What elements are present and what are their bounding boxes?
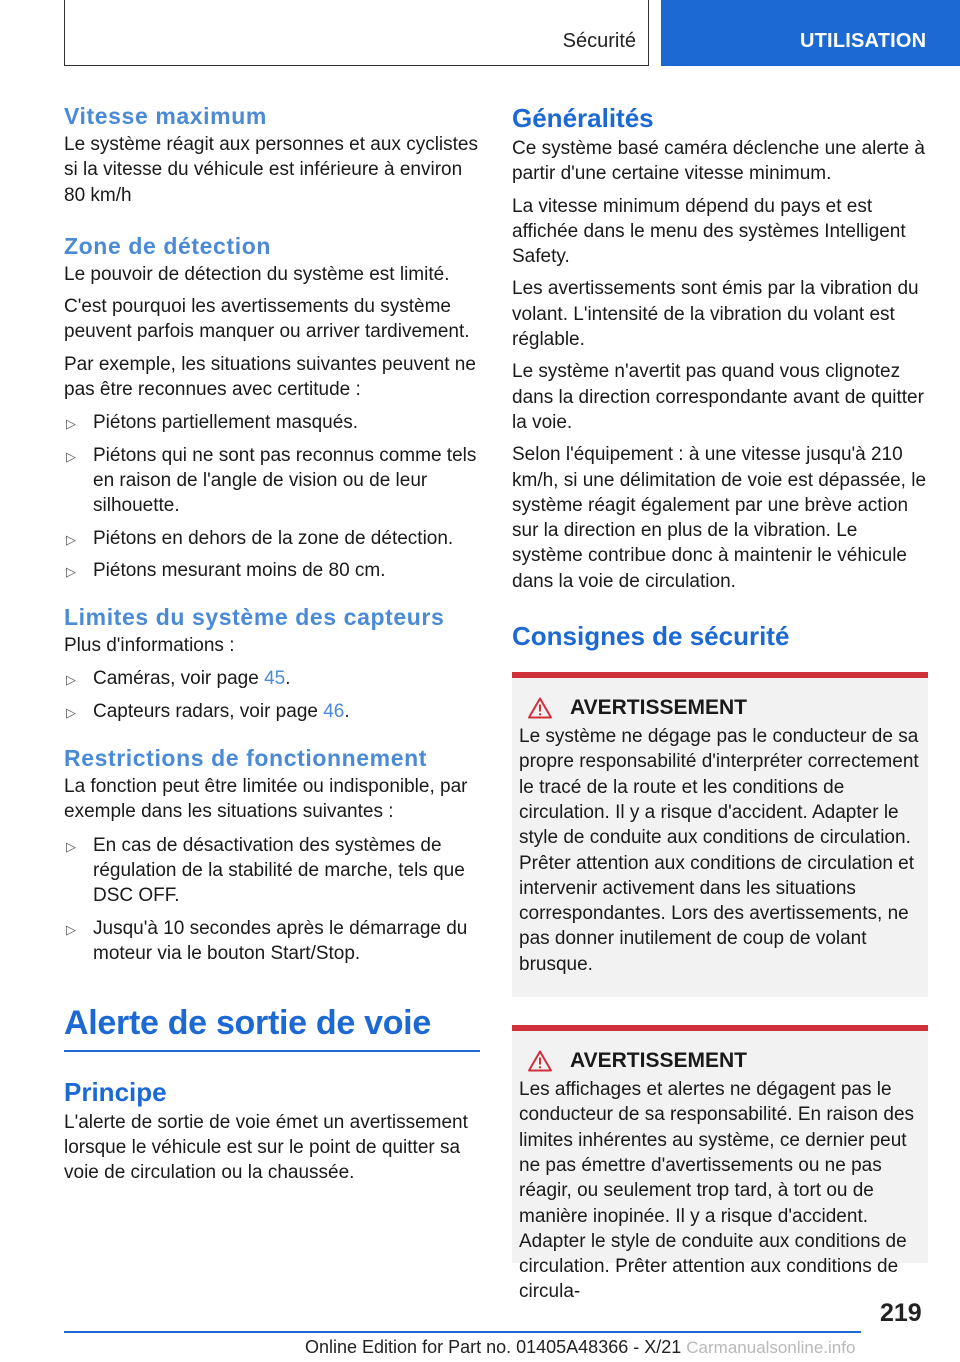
heading-divider (64, 1050, 480, 1052)
list-item: ▷ Piétons qui ne sont pas reconnus comme tels en raison de l'angle de vision ou de leur silhouette. (66, 444, 477, 517)
warning-box-2 (512, 1025, 928, 1303)
consignes-securite-heading: Consignes de sécurité (512, 621, 790, 652)
zone-detection-para-3: Par exemple, les situations suivantes peuvent ne pas être reconnues avec certitude : (64, 353, 476, 401)
header-chapter-tab[interactable] (661, 0, 960, 66)
warning-title: AVERTISSEMENT (570, 1049, 747, 1073)
header-section-box (64, 0, 649, 66)
triangle-right-icon: ▷ (66, 531, 76, 547)
list-item: ▷ Capteurs radars, voir page 46. (64, 699, 480, 724)
generalites-para-4: Le système n'avertit pas quand vous clignotez dans la direction correspondante avant de quitter la voie. (512, 361, 924, 433)
list-item: ▷ Piétons mesurant moins de 80 cm. (64, 558, 480, 583)
generalites-para-1: Ce système basé caméra déclenche une alerte à partir d'une certaine vitesse minimum. (512, 138, 925, 185)
zone-detection-heading: Zone de détection (64, 232, 271, 259)
alerte-sortie-voie-heading: Alerte de sortie de voie (64, 1004, 431, 1043)
warning-text: Les affichages et alertes ne dégagent pas le conducteur de sa responsabilité. En raison des limites inhérentes au système, ce dernier peut ne pas émettre d'avertissements ou ne pas réagir, ou seulement trop tard, à tort ou de manière inopinée. Il y a risque d'accident. Adapter le style de conduite aux conditions de circulation. Prêter attention aux conditions de circula- (519, 1079, 915, 1303)
triangle-right-icon: ▷ (66, 563, 76, 579)
page-link-45[interactable]: 45 (264, 668, 286, 690)
list-item: ▷ Piétons partiellement masqués. (64, 410, 480, 435)
restrictions-heading: Restrictions de fonctionnement (64, 745, 428, 772)
triangle-right-icon: ▷ (66, 672, 76, 688)
zone-detection-para-1: Le pouvoir de détection du système est limité. (64, 263, 450, 285)
warning-box-1 (512, 672, 928, 997)
generalites-heading: Généralités (512, 103, 654, 133)
triangle-right-icon: ▷ (66, 704, 76, 720)
warning-title-row (528, 696, 921, 720)
vitesse-maximum-text: Le système réagit aux personnes et aux cyclistes si la vitesse du véhicule est inférieure à environ 80 km/h (64, 134, 478, 206)
generalites-para-2: La vitesse minimum dépend du pays et est affichée dans le menu des systèmes Intelligent Safety. (512, 195, 906, 268)
vitesse-maximum-heading: Vitesse maximum (64, 103, 267, 129)
warning-title: AVERTISSEMENT (570, 696, 747, 720)
generalites-para-3: Les avertissements sont émis par la vibration du volant. L'intensité de la vibration du volant est réglable. (512, 278, 919, 351)
header-chapter-title: UTILISATION (800, 30, 927, 52)
list-item: ▷ En cas de désactivation des systèmes de régulation de la stabilité de marche, tels que DSC OFF. (66, 834, 465, 907)
footer-edition (305, 1337, 855, 1358)
page-link-46[interactable]: 46 (323, 700, 345, 722)
triangle-right-icon: ▷ (66, 416, 76, 432)
limites-capteurs-heading: Limites du système des capteurs (64, 604, 445, 631)
warning-triangle-icon (528, 1050, 552, 1072)
footer-divider (64, 1331, 861, 1333)
principe-heading: Principe (64, 1076, 167, 1107)
triangle-right-icon: ▷ (66, 448, 76, 464)
list-item: ▷ Piétons en dehors de la zone de détection. (64, 526, 480, 551)
limites-capteurs-list (64, 666, 480, 724)
right-column (512, 100, 928, 1303)
page-number: 219 (880, 1299, 922, 1327)
zone-detection-list (64, 410, 480, 583)
warning-triangle-icon (528, 697, 552, 719)
watermark: Carmanualsonline.info (686, 1338, 856, 1357)
list-item: ▷ Jusqu'à 10 secondes après le démarrage du moteur via le bouton Start/Stop. (66, 917, 468, 964)
footer-edition-text: Online Edition for Part no. 01405A48366 - X/21 (305, 1337, 682, 1357)
principe-text: L'alerte de sortie de voie émet un avertissement lorsque le véhicule est sur le point de quitter sa voie de circulation ou la chaussée. (64, 1111, 468, 1184)
restrictions-list (64, 833, 480, 966)
warning-text: Le système ne dégage pas le conducteur de sa propre responsabilité d'interpréter correctement le tracé de la route et les conditions de circulation. Il y a risque d'accident. Adapter le style de conduite aux conditions de circulation. Prêter attention aux conditions de circulation et intervenir activement dans les situations correspondantes. Lors des avertissements, ne pas donner inutilement de coup de volant brusque. (519, 726, 919, 975)
restrictions-text: La fonction peut être limitée ou indisponible, par exemple dans les situations suivantes : (64, 776, 468, 823)
left-column (64, 100, 480, 1186)
warning-title-row (528, 1049, 921, 1073)
list-item: ▷ Caméras, voir page 45. (64, 666, 480, 691)
limites-capteurs-intro: Plus d'informations : (64, 635, 235, 657)
zone-detection-para-2: C'est pourquoi les avertissements du système peuvent parfois manquer ou arriver tardivement. (64, 296, 470, 343)
triangle-right-icon: ▷ (66, 838, 76, 854)
header-section-title: Sécurité (562, 30, 636, 52)
triangle-right-icon: ▷ (66, 921, 76, 937)
generalites-para-5: Selon l'équipement : à une vitesse jusqu'à 210 km/h, si une délimitation de voie est dépassée, le système réagit également par une brève action sur la direction en plus de la vibration. Le système contribue donc à maintenir le véhicule dans la voie de circulation. (512, 444, 927, 592)
